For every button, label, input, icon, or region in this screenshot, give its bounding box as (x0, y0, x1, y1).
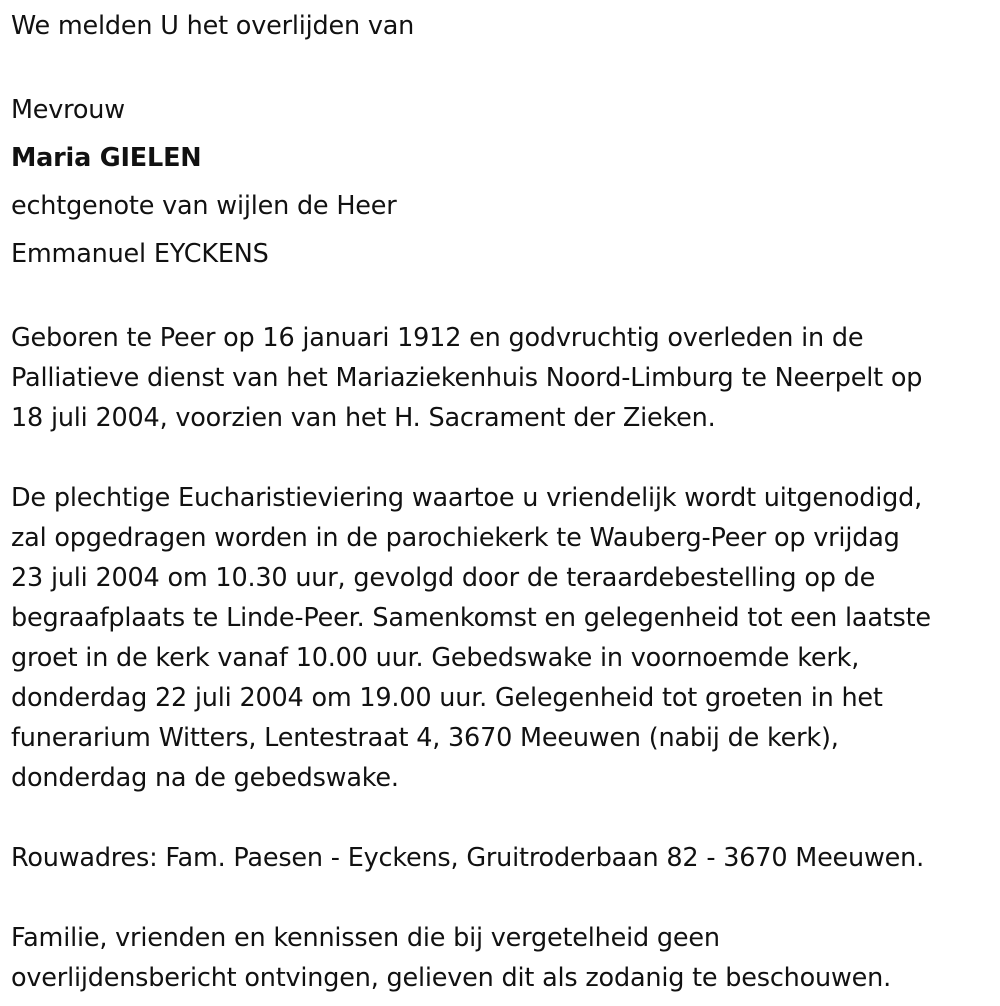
deceased-name: Maria GIELEN (11, 143, 202, 173)
paragraph-line: begraafplaats te Linde-Peer. Samenkomst en gelegenheid tot een laatste (11, 603, 931, 633)
spacer (11, 46, 996, 86)
spacer (11, 798, 996, 838)
mourning-address: Rouwadres: Fam. Paesen - Eyckens, Gruitroderbaan 82 - 3670 Meeuwen. (11, 843, 925, 873)
ceremony-paragraph (11, 478, 996, 798)
paragraph-line: overlijdensbericht ontvingen, gelieven dit als zodanig te beschouwen. (11, 963, 892, 993)
spacer (11, 438, 996, 478)
paragraph-line: Familie, vrienden en kennissen die bij vergetelheid geen (11, 923, 720, 953)
paragraph-line: Palliatieve dienst van het Mariaziekenhuis Noord-Limburg te Neerpelt op (11, 363, 923, 393)
closing-paragraph (11, 918, 996, 998)
intro-text: We melden U het overlijden van (11, 11, 415, 41)
death-notice (11, 6, 996, 998)
paragraph-line: donderdag 22 juli 2004 om 19.00 uur. Gelegenheid tot groeten in het (11, 683, 883, 713)
spouse-name: Emmanuel EYCKENS (11, 239, 269, 269)
spacer (11, 278, 996, 318)
paragraph-line: Geboren te Peer op 16 januari 1912 en godvruchtig overleden in de (11, 323, 864, 353)
paragraph-line: zal opgedragen worden in de parochiekerk te Wauberg-Peer op vrijdag (11, 523, 900, 553)
spacer (11, 878, 996, 918)
paragraph-line: De plechtige Eucharistieviering waartoe u vriendelijk wordt uitgenodigd, (11, 483, 923, 513)
paragraph-line: donderdag na de gebedswake. (11, 763, 399, 793)
relation-text: echtgenote van wijlen de Heer (11, 191, 397, 221)
paragraph-line: groet in de kerk vanaf 10.00 uur. Gebedswake in voornoemde kerk, (11, 643, 860, 673)
paragraph-line: 18 juli 2004, voorzien van het H. Sacrament der Zieken. (11, 403, 716, 433)
birth-death-paragraph (11, 318, 996, 438)
deceased-title: Mevrouw (11, 95, 125, 125)
paragraph-line: 23 juli 2004 om 10.30 uur, gevolgd door de teraardebestelling op de (11, 563, 876, 593)
deceased-block (11, 86, 996, 278)
paragraph-line: funerarium Witters, Lentestraat 4, 3670 Meeuwen (nabij de kerk), (11, 723, 839, 753)
